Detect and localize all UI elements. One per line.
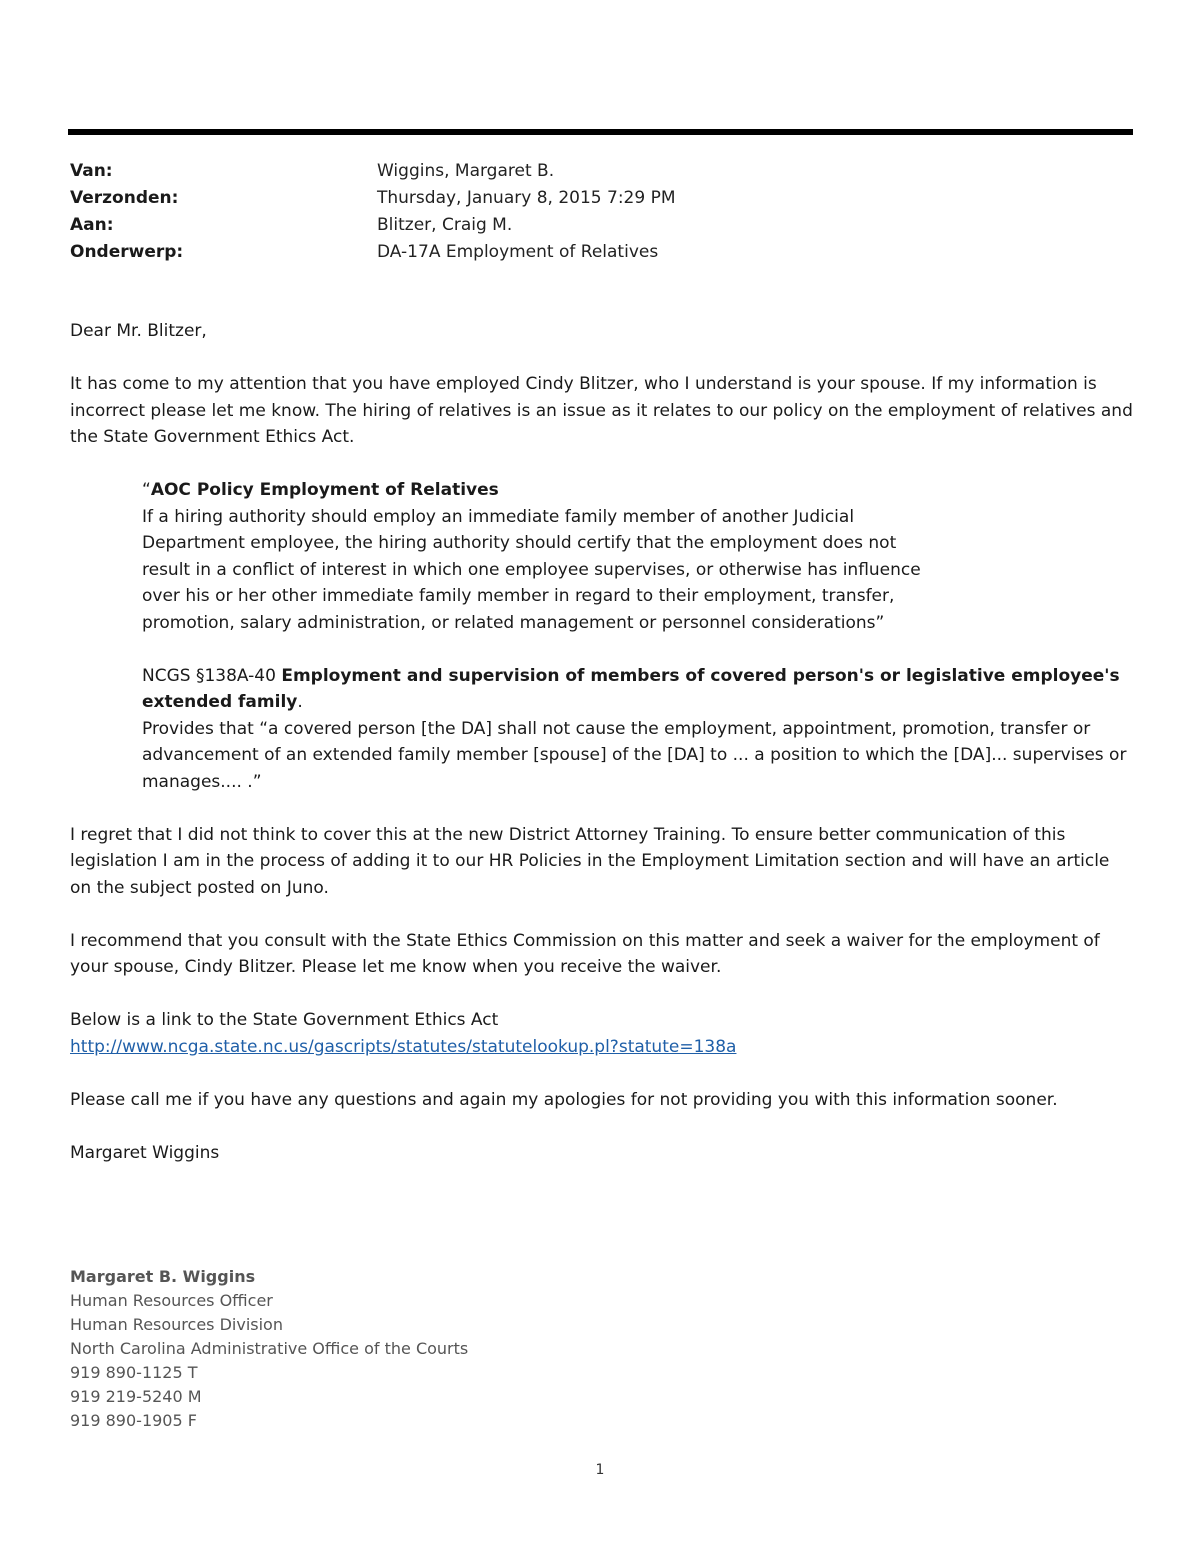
regret-paragraph: I regret that I did not think to cover this at the new District Attorney Training. To ensure better communication of this legislation I am in the process of adding it to our HR Policies in the Employment Limitation section and will have an article on the subject posted on Juno.	[70, 824, 1110, 898]
link-intro: Below is a link to the State Government Ethics Act	[70, 1010, 499, 1030]
signature-block	[70, 1265, 468, 1433]
to-row	[70, 212, 1130, 239]
signature-phone-m: 919 219-5240 M	[70, 1387, 202, 1406]
policy-quote	[142, 477, 1135, 795]
intro-paragraph: It has come to my attention that you have employed Cindy Blitzer, who I understand is your spouse. If my information is incorrect please let me know. The hiring of relatives is an issue as it relates to our policy on the employment of relatives and the State Government Ethics Act.	[70, 374, 1133, 447]
policy-text: If a hiring authority should employ an immediate family member of another Judicial Department employee, the hiring authority should certify that the employment does not result in a conflict of interest in which one employee supervises, or otherwise has influence over his or her other immediate family member in regard to their employment, transfer, promotion, salary administration, or related management or personnel considerations”	[142, 506, 921, 633]
signature-name: Margaret B. Wiggins	[70, 1267, 256, 1286]
page-number: 1	[595, 1462, 605, 1478]
statute-period: .	[297, 692, 303, 712]
to-value: Blitzer, Craig M.	[377, 215, 513, 235]
sent-row	[70, 185, 1130, 212]
signature-division: Human Resources Division	[70, 1315, 283, 1334]
sent-label: Verzonden:	[70, 188, 179, 208]
statute-ref: NCGS §138A-40	[142, 665, 282, 686]
subject-label: Onderwerp:	[70, 242, 184, 262]
closing-paragraph: Please call me if you have any questions and again my apologies for not providing you with this information sooner.	[70, 1089, 1058, 1110]
header-divider	[68, 129, 1133, 135]
to-label: Aan:	[70, 215, 114, 235]
from-row	[70, 158, 1130, 185]
ethics-act-link[interactable]: http://www.ncga.state.nc.us/gascripts/statutes/statutelookup.pl?statute=138a	[70, 1036, 737, 1057]
subject-row	[70, 239, 1130, 266]
statute-text: Provides that “a covered person [the DA] shall not cause the employment, appointment, promotion, transfer or advancement of an extended family member [spouse] of the [DA] to ... a position to which the [DA]... supervises or manages.... .”	[142, 718, 1127, 792]
signature-phone-t: 919 890-1125 T	[70, 1363, 198, 1382]
policy-heading	[142, 477, 1135, 504]
signature-phone-f: 919 890-1905 F	[70, 1411, 197, 1430]
link-line	[70, 1034, 1135, 1061]
subject-value: DA-17A Employment of Relatives	[377, 242, 659, 262]
signature-title: Human Resources Officer	[70, 1291, 273, 1310]
greeting: Dear Mr. Blitzer,	[70, 321, 207, 341]
from-label: Van:	[70, 161, 113, 181]
policy-title: AOC Policy Employment of Relatives	[150, 480, 499, 500]
sender-name: Margaret Wiggins	[70, 1142, 220, 1163]
email-body	[70, 318, 1135, 1166]
signature-office: North Carolina Administrative Office of the Courts	[70, 1339, 469, 1358]
email-header	[70, 158, 1130, 266]
recommend-paragraph: I recommend that you consult with the State Ethics Commission on this matter and seek a waiver for the employment of your spouse, Cindy Blitzer. Please let me know when you receive the waiver.	[70, 930, 1100, 977]
quote-open-mark: “	[142, 480, 151, 500]
from-value: Wiggins, Margaret B.	[377, 161, 555, 181]
statute-title: Employment and supervision of members of covered person's or legislative employee's extended family	[142, 665, 1120, 712]
statute-heading	[142, 663, 1135, 716]
sent-value: Thursday, January 8, 2015 7:29 PM	[377, 188, 676, 208]
